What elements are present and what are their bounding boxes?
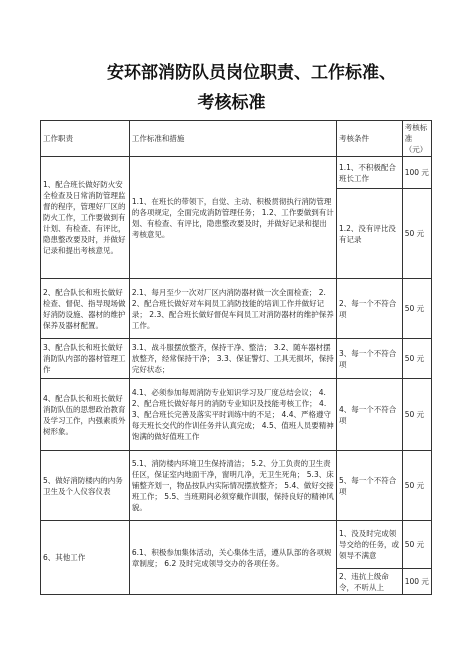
condition-cell: 5、每一个不符合项 [336, 451, 402, 521]
score-cell: 50 元 [402, 451, 431, 521]
duty-cell: 1、配合班长做好防火安全检查及日常消防管理监督的程序，管理好厂区的防火工作，工作要做到有计划、有检查、有评比，隐患整改要及时，并做好记录和提出考核意见。 [41, 157, 130, 279]
standard-cell: 1.1、在班长的带领下，自觉、主动、积极贯彻执行消防管理的各项规定，全面完成消防管理任务； 1.2、工作要做到有计划、有检查、有评比，隐患整改要及时，并做好记录和提出考核意见。 [129, 157, 336, 279]
duty-table [40, 120, 432, 595]
table-row [41, 521, 432, 569]
duty-cell: 4、配合队长和班长做好消防队伍的思想政治教育及学习工作，内强素质外树形象。 [41, 379, 130, 451]
score-cell: 50 元 [402, 279, 431, 339]
header-condition: 考核条件 [336, 121, 402, 157]
duty-cell: 6、其他工作 [41, 521, 130, 595]
standard-cell: 3.1、战斗服摆放整齐，保持干净、整洁； 3.2、随车器材摆放整齐，经常保持干净； 3.3、保证警灯、工具无损坏，保持完好状态； [129, 339, 336, 379]
score-cell: 100 元 [402, 569, 431, 595]
condition-cell: 2、违抗上级命令，不听从上 [336, 569, 402, 595]
standard-cell: 6.1、积极参加集体活动，关心集体生活，遵从队部的各项规章制度； 6.2 及时完成领导交办的各项任务。 [129, 521, 336, 595]
table-row [41, 451, 432, 521]
standard-cell: 5.1、消防楼内环境卫生保持清洁； 5.2、分工负责的卫生责任区，保证室内地面干净，窗明几净，无卫生死角； 5.3、床铺整齐划一，物品按队内实际情况摆放整齐； 5.4、做好交接班工作； 5.5、当班期间必须穿戴作训服，保持良好的精神风貌。 [129, 451, 336, 521]
document-title: 安环部消防队员岗位职责、工作标准、 [107, 63, 396, 83]
standard-cell: 4.1、必须参加每周消防专业知识学习及厂度总结会议； 4.2、配合班长做好每月的消防专业知识及技能考核工作； 4.3、配合班长完善及落实平时训练中的不足； 4.4、严格遵守每天班长交代的作训任务并认真完成； 4.5、值班人员要精神饱满的做好值班工作 [129, 379, 336, 451]
condition-cell: 1.1、不积极配合班长工作 [336, 157, 402, 189]
condition-cell: 4、每一个不符合项 [336, 379, 402, 451]
condition-cell: 1、没及时完成领导交给的任务，或领导不满意 [336, 521, 402, 569]
table-row [41, 157, 432, 189]
standard-cell: 2.1、每月至少一次对厂区内消防器材做一次全面检查； 2.2、配合班长做好对车间员工消防技能的培训工作并做好记录； 2.3、配合班长做好督促车间员工对消防器材的维护保养工作。 [129, 279, 336, 339]
score-cell: 50 元 [402, 379, 431, 451]
table-row [41, 379, 432, 451]
condition-cell: 3、每一个不符合项 [336, 339, 402, 379]
table-header-row [41, 121, 432, 157]
score-cell: 50 元 [402, 189, 431, 279]
condition-cell: 1.2、没有评比没有记录 [336, 189, 402, 279]
duty-cell: 3、配合队长和班长做好消防队内部的器材管理工作 [41, 339, 130, 379]
table-row [41, 279, 432, 339]
condition-cell: 2、每一个不符合项 [336, 279, 402, 339]
duty-cell: 2、配合队长和班长做好检查、督促、指导现场做好消防设施、器材的维护保养及器材配置。 [41, 279, 130, 339]
table-row [41, 339, 432, 379]
score-cell: 50 元 [402, 521, 431, 569]
header-standard: 工作标准和措施 [129, 121, 336, 157]
header-duty: 工作职责 [41, 121, 130, 157]
header-score: 考核标准（元） [402, 121, 431, 157]
score-cell: 100 元 [402, 157, 431, 189]
score-cell: 50 元 [402, 339, 431, 379]
duty-cell: 5、做好消防楼内的内务卫生及个人仪容仪表 [41, 451, 130, 521]
document-subtitle: 考核标准 [197, 93, 266, 113]
